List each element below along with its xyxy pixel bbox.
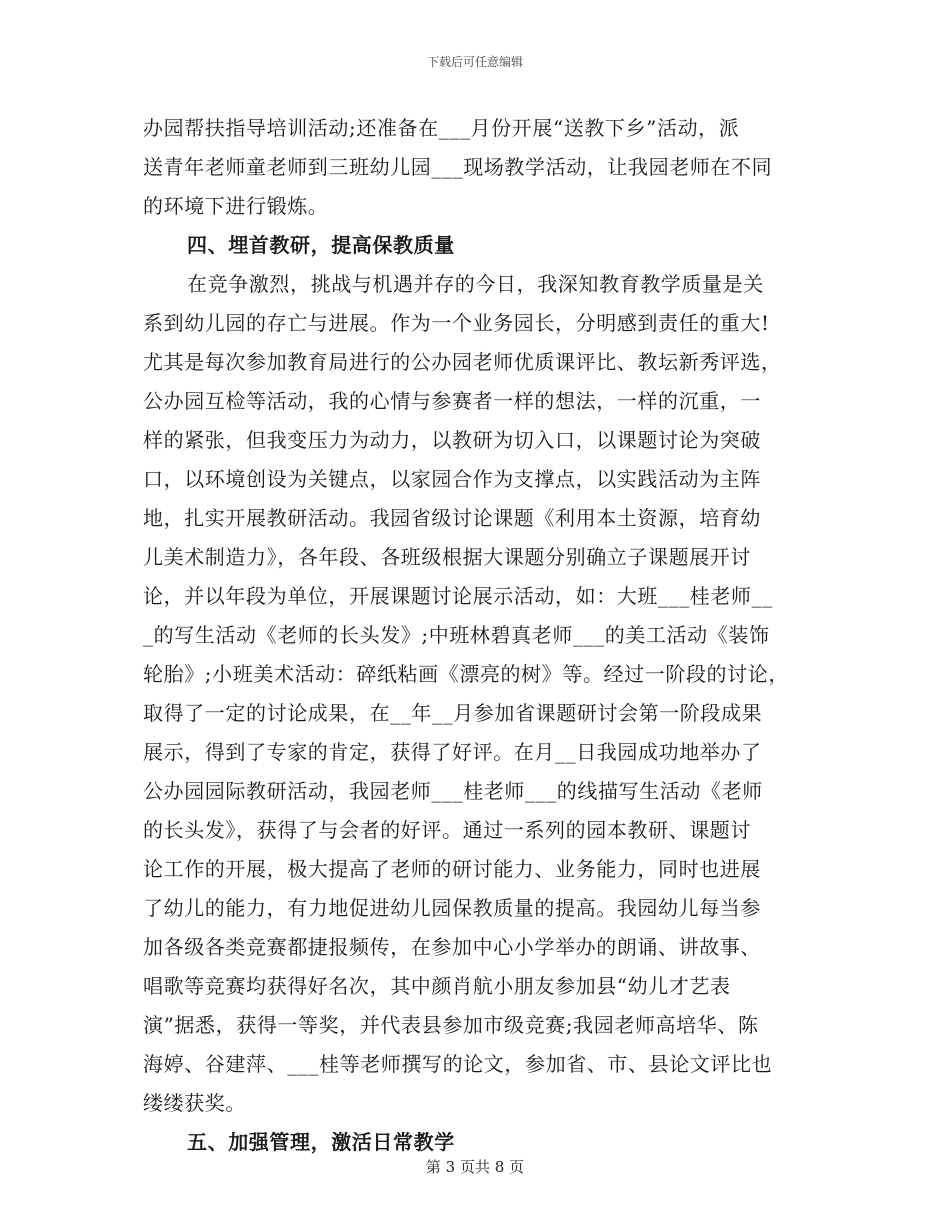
text-line: 论工作的开展，极大提高了老师的研讨能力、业务能力，同时也进展 (143, 857, 761, 881)
text-line: 系到幼儿园的存亡与进展。作为一个业务园长，分明感到责任的重大! (143, 311, 770, 335)
text-line: 唱歌等竞赛均获得好名次，其中颜肖航小朋友参加县“幼儿才艺表 (143, 974, 731, 998)
text-line: 的环境下进行锻炼。 (143, 194, 329, 218)
text-line: 的长头发》，获得了与会者的好评。通过一系列的园本教研、课题讨 (143, 818, 751, 842)
text-line: 论，并以年段为单位，开展课题讨论展示活动，如：大班___桂老师__ (143, 584, 773, 608)
text-line: 在竞争激烈，挑战与机遇并存的今日，我深知教育教学质量是关 (187, 272, 764, 296)
section-heading: 四、埋首教研，提高保教质量 (187, 233, 455, 257)
text-line: 儿美术制造力》，各年段、各班级根据大课题分别确立子课题展开讨 (143, 545, 751, 569)
text-line: 口，以环境创设为关键点，以家园合作为支撑点，以实践活动为主阵 (143, 467, 761, 491)
text-line: 轮胎》;小班美术活动：碎纸粘画《漂亮的树》等。经过一阶段的讨论， (143, 662, 789, 686)
text-line: 办园帮扶指导培训活动;还准备在___月份开展“送教下乡”活动，派 (143, 116, 740, 140)
text-line: 展示，得到了专家的肯定，获得了好评。在月__日我园成功地举办了 (143, 740, 762, 764)
text-line: 缕缕获奖。 (143, 1091, 246, 1115)
text-line: _的写生活动《老师的长头发》;中班林碧真老师___的美工活动《装饰 (143, 623, 770, 647)
text-line: 海婷、谷建萍、___桂等老师撰写的论文，参加省、市、县论文评比也 (143, 1052, 773, 1076)
page-header: 下载后可任意编辑 (426, 55, 523, 69)
section-heading: 五、加强管理，激活日常教学 (187, 1130, 455, 1154)
text-line: 公办园互检等活动，我的心情与参赛者一样的想法，一样的沉重，一 (143, 389, 761, 413)
text-line: 加各级各类竞赛都捷报频传，在参加中心小学举办的朗诵、讲故事、 (143, 935, 761, 959)
text-line: 了幼儿的能力，有力地促进幼儿园保教质量的提高。我园幼儿每当参 (143, 896, 761, 920)
text-line: 样的紧张，但我变压力为动力，以教研为切入口，以课题讨论为突破 (143, 428, 761, 452)
text-line: 尤其是每次参加教育局进行的公办园老师优质课评比、教坛新秀评选， (143, 350, 782, 374)
text-line: 送青年老师童老师到三班幼儿园___现场教学活动，让我园老师在不同 (143, 155, 773, 179)
text-line: 取得了一定的讨论成果，在__年__月参加省课题研讨会第一阶段成果 (143, 701, 763, 725)
document-body (143, 113, 823, 1166)
text-line: 地，扎实开展教研活动。我园省级讨论课题《利用本土资源，培育幼 (143, 506, 761, 530)
page-number: 第 3 页共 8 页 (425, 1158, 525, 1176)
text-line: 公办园园际教研活动，我园老师___桂老师___的线描写生活动《老师 (143, 779, 763, 803)
text-line: 演”据悉，获得一等奖，并代表县参加市级竞赛;我园老师高培华、陈 (143, 1013, 759, 1037)
